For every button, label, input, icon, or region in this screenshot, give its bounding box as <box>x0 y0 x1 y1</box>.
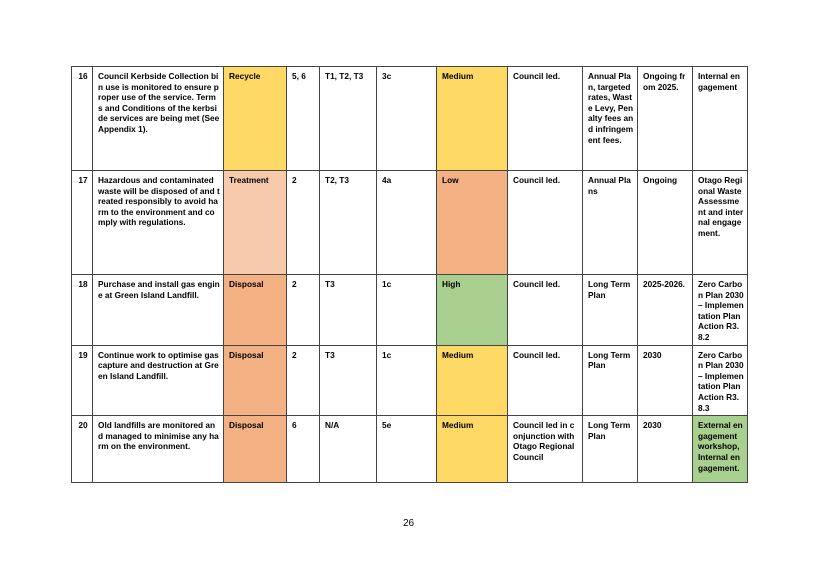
row-number: 18 <box>72 275 93 346</box>
funding-cell: Annual Plan, targeted rates, Waste Levy, Penalty fees and infringement fees. <box>583 67 638 171</box>
objectives-cell: 6 <box>287 416 320 483</box>
action-description: Purchase and install gas engine at Green Island Landfill. <box>93 275 224 346</box>
timeframe-cell: 2030 <box>638 416 693 483</box>
objectives-cell: 2 <box>287 275 320 346</box>
reference-cell: 5e <box>377 416 437 483</box>
timeframe-cell: 2025-2026. <box>638 275 693 346</box>
lead-cell: Council led. <box>508 275 583 346</box>
actions-table <box>71 66 748 483</box>
link-cell: Otago Regional Waste Assessment and internal engagement. <box>693 171 748 275</box>
category-cell: Treatment <box>224 171 287 275</box>
targets-cell: T2, T3 <box>320 171 377 275</box>
lead-cell: Council led in conjunction with Otago Regional Council <box>508 416 583 483</box>
row-number: 16 <box>72 67 93 171</box>
priority-cell: Medium <box>437 67 508 171</box>
objectives-cell: 5, 6 <box>287 67 320 171</box>
table-row <box>72 416 748 483</box>
category-cell: Disposal <box>224 416 287 483</box>
lead-cell: Council led. <box>508 171 583 275</box>
timeframe-cell: Ongoing from 2025. <box>638 67 693 171</box>
funding-cell: Long Term Plan <box>583 275 638 346</box>
funding-cell: Long Term Plan <box>583 416 638 483</box>
reference-cell: 1c <box>377 275 437 346</box>
table-row <box>72 67 748 171</box>
timeframe-cell: Ongoing <box>638 171 693 275</box>
reference-cell: 3c <box>377 67 437 171</box>
link-cell: Zero Carbon Plan 2030 – Implementation Plan Action R3.8.3 <box>693 345 748 416</box>
row-number: 19 <box>72 345 93 416</box>
link-cell: Zero Carbon Plan 2030 – Implementation Plan Action R3.8.2 <box>693 275 748 346</box>
priority-cell: Medium <box>437 345 508 416</box>
link-cell: External engagement workshop, Internal engagement. <box>693 416 748 483</box>
action-description: Old landfills are monitored and managed to minimise any harm on the environment. <box>93 416 224 483</box>
page-number: 26 <box>402 518 415 529</box>
priority-cell: Medium <box>437 416 508 483</box>
lead-cell: Council led. <box>508 345 583 416</box>
targets-cell: T3 <box>320 275 377 346</box>
priority-cell: High <box>437 275 508 346</box>
category-cell: Disposal <box>224 275 287 346</box>
row-number: 17 <box>72 171 93 275</box>
priority-cell: Low <box>437 171 508 275</box>
lead-cell: Council led. <box>508 67 583 171</box>
targets-cell: N/A <box>320 416 377 483</box>
table-row <box>72 171 748 275</box>
timeframe-cell: 2030 <box>638 345 693 416</box>
funding-cell: Annual Plans <box>583 171 638 275</box>
reference-cell: 1c <box>377 345 437 416</box>
category-cell: Recycle <box>224 67 287 171</box>
objectives-cell: 2 <box>287 171 320 275</box>
reference-cell: 4a <box>377 171 437 275</box>
category-cell: Disposal <box>224 345 287 416</box>
table-row <box>72 275 748 346</box>
funding-cell: Long Term Plan <box>583 345 638 416</box>
row-number: 20 <box>72 416 93 483</box>
action-description: Council Kerbside Collection bin use is monitored to ensure proper use of the service. Terms and Conditions of the kerbside services are being met (See Appendix 1). <box>93 67 224 171</box>
link-cell: Internal engagement <box>693 67 748 171</box>
table-row <box>72 345 748 416</box>
action-description: Hazardous and contaminated waste will be disposed of and treated responsibly to avoid harm to the environment and comply with regulations. <box>93 171 224 275</box>
action-description: Continue work to optimise gas capture and destruction at Green Island Landfill. <box>93 345 224 416</box>
targets-cell: T1, T2, T3 <box>320 67 377 171</box>
objectives-cell: 2 <box>287 345 320 416</box>
targets-cell: T3 <box>320 345 377 416</box>
